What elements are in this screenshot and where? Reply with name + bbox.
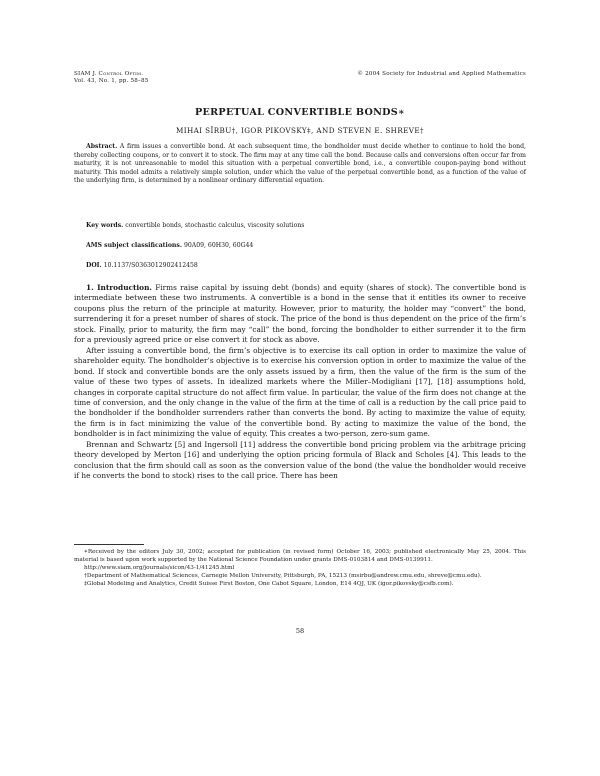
footnote-received: ∗Received by the editors July 30, 2002; accepted for publication (in revised form) October 16, 2003; published electronically May 25, 2004. This material is based upon work supported by the National Science Foundation under grants DMS-0103814 and DMS-0139911. — [74, 549, 526, 564]
footnotes — [74, 548, 526, 588]
footnote-url: http://www.siam.org/journals/sicon/43-1/41245.html — [84, 565, 235, 572]
ams-classifications — [74, 242, 526, 250]
footnote-csfb: ‡Global Modeling and Analytics, Credit Suisse First Boston, One Cabot Square, London, E14 4QJ, UK (igor.pikovsky@csfb.com). — [84, 581, 454, 588]
doi-label: DOI. — [86, 262, 102, 269]
intro-paragraph-1-text: Firms raise capital by issuing debt (bonds) and equity (shares of stock). The convertible bond is intermediate between these two instruments. A convertible is a bond in the sense that it entitles its owner to receive coupons plus the return of the principle at maturity. However, prior to maturity, the holder may “convert” the bond, surrendering it for a preset number of shares of stock. The price of the bond is thus dependent on the price of the firm’s stock. Finally, prior to maturity, the firm may “call” the bond, forcing the bondholder to either surrender it to the firm for a previously agreed price or else convert it for stock as above. — [74, 283, 526, 345]
ams-text: 90A09, 60H30, 60G44 — [182, 242, 254, 249]
keywords-label: Key words. — [86, 222, 124, 229]
intro-paragraph-1 — [74, 283, 526, 346]
section-introduction — [74, 283, 526, 482]
abstract — [74, 143, 526, 186]
journal-name: SIAM J. Control Optim. — [74, 71, 144, 77]
paper-authors: MIHAI SÎRBU†, IGOR PIKOVSKY‡, AND STEVEN E. SHREVE† — [175, 126, 425, 135]
keywords — [74, 222, 526, 230]
abstract-text: A firm issues a convertible bond. At each subsequent time, the bondholder must decide whether to continue to hold the bond, thereby collecting coupons, or to convert it to stock. The firm may at any time call the bond. Because calls and conversions often occur far from maturity, it is not unreasonable to model this situation with a perpetual convertible bond, i.e., a convertible coupon-paying bond without maturity. This model admits a relatively simple solution, under which the value of the perpetual convertible bond, as a function of the value of the underlying firm, is determined by a nonlinear ordinary differential equation. — [74, 143, 526, 185]
footnote-divider — [74, 544, 144, 545]
copyright-notice: © 2004 Society for Industrial and Applied Mathematics — [357, 71, 526, 77]
footnote-cmu: †Department of Mathematical Sciences, Carnegie Mellon University, Pittsburgh, PA, 15213 (msirbu@andrew.cmu.edu, shreve@cmu.edu). — [84, 573, 482, 580]
intro-paragraph-3: Brennan and Schwartz [5] and Ingersoll [11] address the convertible bond pricing problem via the arbitrage pricing theory developed by Merton [16] and underlying the option pricing formula of Black and Scholes [4]. This leads to the conclusion that the firm should call as soon as the conversion value of the bond (the value the bondholder would receive if he converts the bond to stock) rises to the call price. There has been — [74, 439, 526, 481]
ams-label: AMS subject classifications. — [86, 242, 182, 249]
journal-volume: Vol. 43, No. 1, pp. 58–85 — [74, 78, 149, 85]
page-number: 58 — [295, 627, 305, 635]
journal-header — [74, 71, 149, 85]
doi-text: 10.1137/S0363012902412458 — [101, 262, 198, 269]
doi — [74, 262, 526, 270]
abstract-label: Abstract. — [86, 143, 118, 150]
section-heading: 1. Introduction. — [86, 283, 152, 292]
paper-title: PERPETUAL CONVERTIBLE BONDS∗ — [195, 107, 405, 118]
keywords-text: convertible bonds, stochastic calculus, viscosity solutions — [123, 222, 305, 229]
intro-paragraph-2: After issuing a convertible bond, the firm’s objective is to exercise its call option in order to maximize the value of shareholder equity. The bondholder’s objective is to exercise his conversion option in order to maximize the value of the bond. If stock and convertible bonds are the only assets issued by a firm, then the value of the firm is the sum of the value of these two types of assets. In idealized markets where the Miller–Modigliani [17], [18] assumptions hold, changes in corporate capital structure do not affect firm value. In particular, the value of the firm does not change at the time of conversion, and the only change in the value of the firm at the time of call is a reduction by the call price paid to the bondholder if the bondholder surrenders rather than converts the bond. By acting to maximize the value of equity, the firm is in fact minimizing the value of the convertible bond. By acting to maximize the value of the bond, the bondholder is in fact minimizing the value of equity. This creates a two-person, zero-sum game. — [74, 345, 526, 439]
